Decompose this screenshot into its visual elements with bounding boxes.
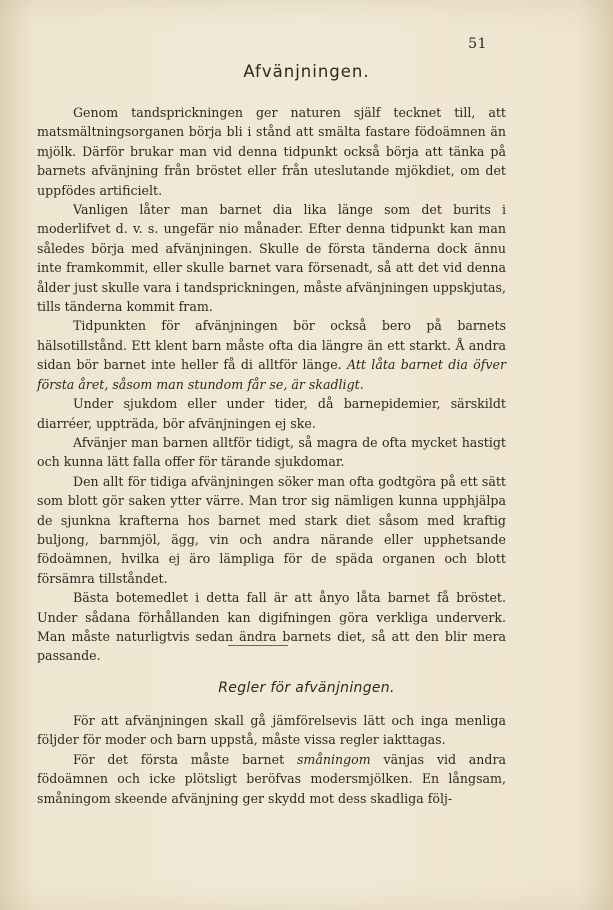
section-divider bbox=[228, 645, 288, 646]
paragraph: För att afvänjningen skall gå jämförelsevis lätt och inga menliga följder för moder och barn uppstå, måste vissa regler iakttagas. bbox=[37, 713, 506, 748]
paragraph: Vanligen låter man barnet dia lika länge som det burits i moderlifvet d. v. s. ungefär nio månader. Efter denna tidpunkt kan man således börja med afvänjningen. Skulle de första tänderna dock ännu inte framkommit, eller skulle barnet vara försenadt, så att det vid denna ålder just skulle vara i tandsprickningen, måste afvänjningen uppskjutas, tills tänderna kommit fram. bbox=[37, 202, 506, 315]
paragraph: Bästa botemedlet i detta fall är att ånyo låta barnet få bröstet. Under sådana förhållanden kan digifningen göra verkliga underverk. Man måste naturligtvis sedan ändra barnets diet, så att den blir mera passande. bbox=[37, 590, 506, 664]
paragraph: Under sjukdom eller under tider, då barnepidemier, särskildt diarréer, uppträda, bör afvänjningen ej ske. bbox=[37, 396, 506, 431]
body-text-section-1 bbox=[37, 103, 506, 666]
paragraph: Den allt för tidiga afvänjningen söker man ofta godtgöra på ett sätt som blott gör saken ytter värre. Man tror sig nämligen kunna upphjälpa de sjunkna krafterna hos barnet med stark diet såsom med kraftig buljong, barnmjöl, ägg, vin och andra närande eller upphetsande födoämnen, hvilka ej äro lämpliga för de späda organen och blott försämra tillståndet. bbox=[37, 473, 506, 586]
paragraph: Tidpunkten för afvänjningen bör också bero på barnets hälsotillstånd. Ett klent barn måste ofta dia längre än ett starkt. Å andra sidan bör barnet inte heller få di alltför länge. Att låta barnet dia öfver första året, såsom man stundom får se, är skadligt. bbox=[37, 318, 507, 392]
paragraph: Afvänjer man barnen alltför tidigt, så magra de ofta mycket hastigt och kunna lätt falla offer för tärande sjukdomar. bbox=[37, 434, 506, 470]
section-heading: Regler för afvänjningen. bbox=[218, 680, 395, 696]
body-text-section-2 bbox=[37, 711, 506, 808]
page-number: 51 bbox=[468, 36, 487, 52]
paragraph: Genom tandsprickningen ger naturen själf tecknet till, att matsmältningsorganen börja bli i stånd att smälta fastare födoämnen än mjölk. Därför brukar man vid denna tidpunkt också börja att tänka på barnets afvänjning från bröstet eller från uteslutande mjökdiet, om det uppfödes artificielt. bbox=[37, 105, 506, 198]
chapter-title: Afvänjningen. bbox=[243, 62, 370, 81]
paragraph: För det första måste barnet småningom vänjas vid andra födoämnen och icke plötsligt beröfvas modersmjölken. En långsam, småningom skeende afvänjning ger skydd mot dess skadliga följ- bbox=[37, 751, 506, 806]
